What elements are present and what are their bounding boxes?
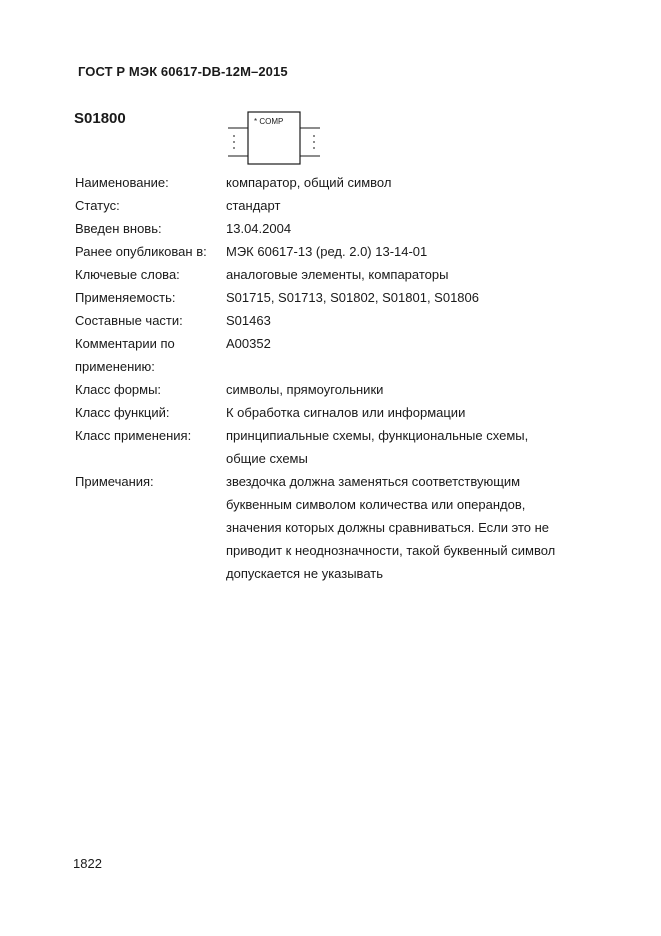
field-value: 13.04.2004	[226, 221, 292, 236]
field-value: принципиальные схемы, функциональные схемы, общие схемы	[226, 428, 529, 466]
field-value: звездочка должна заменяться соответствующим буквенным символом количества или операндов, значения которых должны сравниваться. Если это не приводит к неоднозначности, такой буквенный символ допускается не указывать	[226, 474, 556, 581]
field-label: Применяемость:	[75, 290, 176, 305]
symbol-figure-label: * COMP	[254, 117, 284, 126]
field-label: Класс применения:	[75, 428, 192, 443]
field-row-components	[75, 309, 615, 332]
field-value: МЭК 60617-13 (ред. 2.0) 13-14-01	[226, 244, 428, 259]
field-row-status	[75, 194, 615, 217]
document-header: ГОСТ Р МЭК 60617-DB-12M–2015	[78, 64, 288, 79]
field-row-shape-class	[75, 378, 615, 401]
field-row-applicability	[75, 286, 615, 309]
field-value: A00352	[226, 336, 271, 351]
field-list	[75, 171, 615, 585]
field-value: символы, прямоугольники	[226, 382, 384, 397]
field-label: Введен вновь:	[75, 221, 162, 236]
field-value: S01715, S01713, S01802, S01801, S01806	[226, 290, 479, 305]
field-row-function-class	[75, 401, 615, 424]
field-row-name	[75, 171, 615, 194]
field-label: Ключевые слова:	[75, 267, 180, 282]
field-value: стандарт	[226, 198, 281, 213]
symbol-code: S01800	[74, 110, 126, 127]
field-value: S01463	[226, 313, 271, 328]
comparator-symbol-figure	[226, 110, 322, 168]
field-label: Класс функций:	[75, 405, 170, 420]
field-label: Комментарии по применению:	[75, 336, 175, 374]
field-label: Примечания:	[75, 474, 154, 489]
field-label: Ранее опубликован в:	[75, 244, 207, 259]
field-label: Составные части:	[75, 313, 183, 328]
field-label: Класс формы:	[75, 382, 162, 397]
field-label: Наименование:	[75, 175, 169, 190]
field-row-keywords	[75, 263, 615, 286]
field-value: аналоговые элементы, компараторы	[226, 267, 449, 282]
field-label: Статус:	[75, 198, 120, 213]
field-row-notes	[75, 470, 615, 585]
field-row-previously-published	[75, 240, 615, 263]
field-row-introduced	[75, 217, 615, 240]
field-value: К обработка сигналов или информации	[226, 405, 466, 420]
field-row-application-comments	[75, 332, 615, 378]
field-row-application-class	[75, 424, 615, 470]
page-number: 1822	[73, 856, 102, 871]
field-value: компаратор, общий символ	[226, 175, 392, 190]
